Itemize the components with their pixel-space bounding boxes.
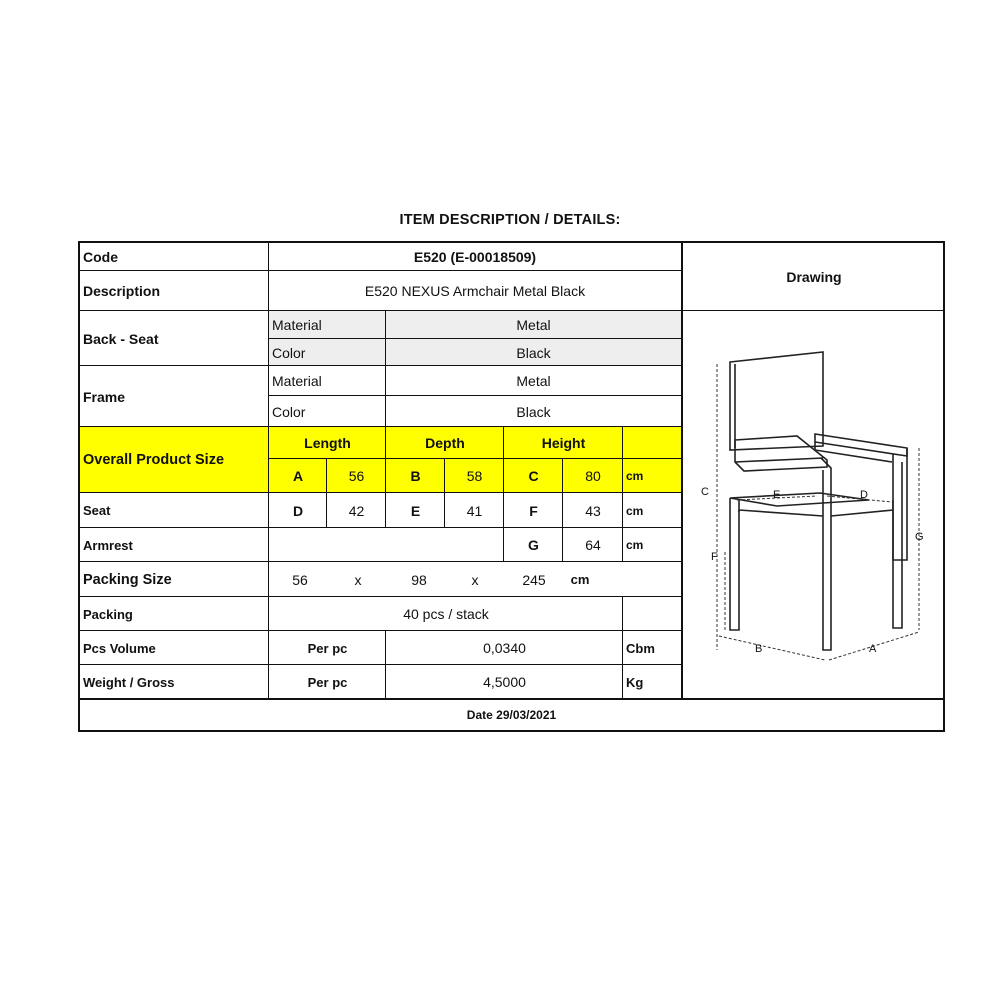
e-value: 41 (466, 502, 483, 519)
packing-size-height: 245 (522, 571, 546, 588)
overall-size-label: Overall Product Size (83, 452, 225, 468)
packing-size-x1: x (354, 571, 362, 588)
dim-label-g: G (915, 531, 924, 543)
frame-color: Black (516, 403, 551, 420)
backrest (730, 352, 823, 450)
f-value: 43 (585, 502, 601, 519)
code-label: Code (83, 249, 118, 265)
packing-value: 40 pcs / stack (403, 606, 489, 622)
pcs-volume-label: Pcs Volume (83, 640, 156, 656)
weight-label: Weight / Gross (83, 674, 175, 690)
b-label: B (410, 468, 421, 484)
drawing-header: Drawing (786, 269, 842, 285)
dim-label-b: B (755, 643, 763, 655)
pcs-volume-value: 0,0340 (483, 640, 526, 656)
pcs-volume-unit: Cbm (626, 640, 655, 656)
description-label: Description (83, 283, 161, 299)
frame-material-label: Material (272, 373, 322, 389)
dim-label-d: D (860, 489, 868, 501)
d-value: 42 (348, 502, 365, 519)
back-seat-material: Metal (516, 317, 551, 333)
d-label: D (292, 502, 304, 519)
frame-color-label: Color (272, 403, 306, 420)
packing-label: Packing (83, 606, 133, 622)
dim-label-c: C (701, 486, 709, 498)
back-seat-color-label: Color (272, 344, 306, 361)
front-left-leg (821, 458, 831, 650)
frame-material: Metal (516, 373, 551, 389)
weight-unit: Kg (626, 674, 644, 690)
packing-size-label: Packing Size (83, 571, 172, 588)
front-right-leg (893, 462, 902, 628)
back-seat-material-label: Material (272, 317, 322, 333)
c-value: 80 (585, 468, 601, 484)
pcs-volume-per: Per pc (307, 640, 348, 656)
weight-value: 4,5000 (483, 674, 526, 690)
a-label: A (292, 468, 304, 484)
e-label: E (410, 502, 421, 519)
seat-unit: cm (626, 503, 644, 518)
back-seat-color: Black (516, 344, 551, 361)
document-title: ITEM DESCRIPTION / DETAILS: (399, 212, 621, 228)
depth-header: Depth (425, 435, 465, 451)
dim-label-e: E (773, 489, 781, 501)
a-value: 56 (348, 468, 365, 484)
packing-size-x2: x (471, 571, 479, 588)
f-label: F (529, 502, 538, 519)
back-left-leg (730, 498, 739, 630)
length-header: Length (304, 435, 351, 451)
back-seat-label: Back - Seat (83, 330, 159, 347)
overall-unit: cm (626, 469, 644, 483)
armrest-label: Armrest (83, 537, 133, 553)
dim-label-f: F (711, 551, 718, 563)
g-label: G (528, 537, 539, 553)
date-footer: Date 29/03/2021 (466, 707, 557, 722)
code-value: E520 (E-00018509) (413, 249, 537, 265)
dim-label-a: A (869, 643, 877, 655)
seat-label: Seat (83, 503, 111, 518)
packing-size-unit: cm (570, 572, 590, 587)
packing-size-width: 98 (411, 571, 427, 588)
packing-size-length: 56 (292, 571, 308, 588)
g-value: 64 (585, 537, 601, 553)
description-value: E520 NEXUS Armchair Metal Black (364, 283, 586, 299)
armchair-drawing (697, 350, 937, 665)
left-armrest (735, 436, 827, 471)
weight-per: Per pc (307, 674, 348, 690)
height-header: Height (541, 435, 586, 451)
c-label: C (528, 468, 539, 484)
armrest-unit: cm (626, 538, 644, 552)
b-value: 58 (466, 468, 483, 484)
seat-frame (730, 493, 869, 506)
frame-label: Frame (83, 388, 126, 405)
